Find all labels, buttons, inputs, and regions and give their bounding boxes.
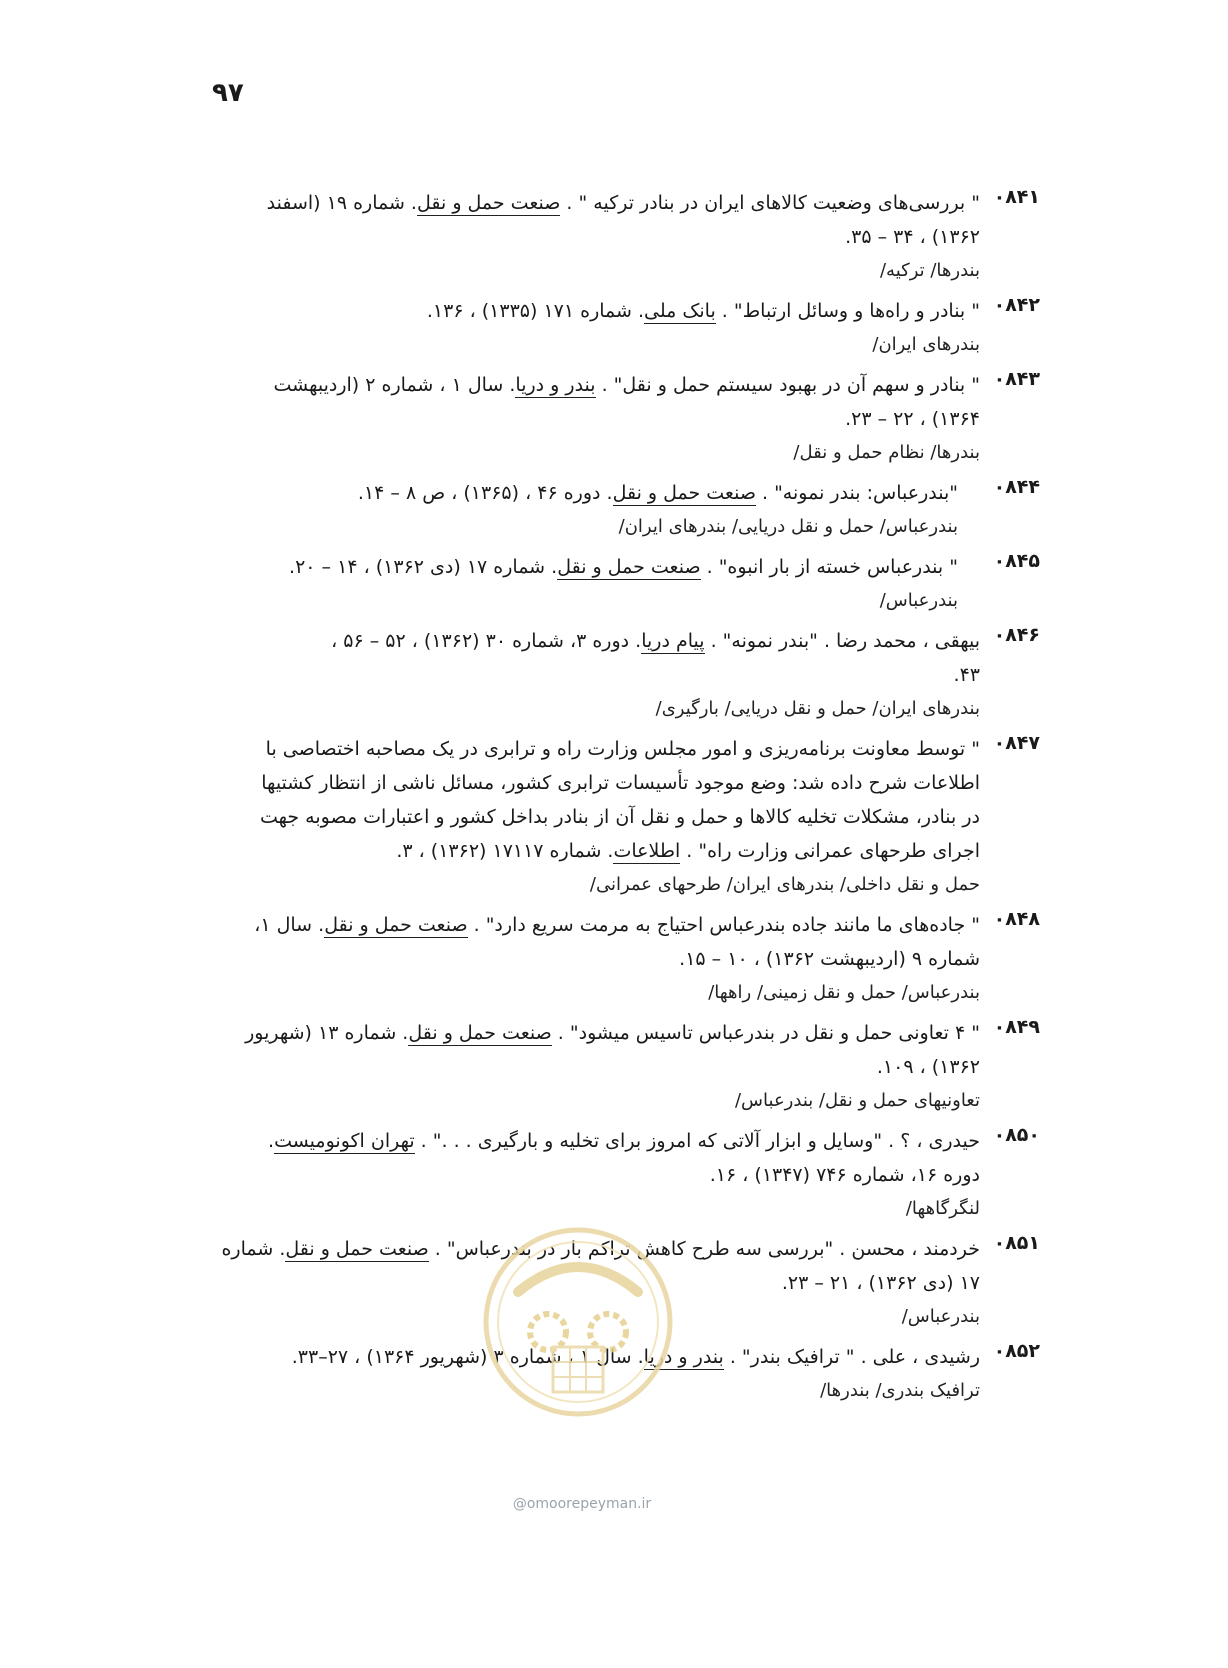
entry-citation-line: ۱۳۶۴) ، ۲۲ – ۲۳.	[845, 408, 980, 430]
bibliography-entry	[200, 550, 1040, 618]
entry-title: " بنادر و راه‌ها و وسائل ارتباط" .	[715, 300, 980, 322]
entry-issue: . شماره ۱۷۱ (۱۳۳۵) ، ۱۳۶.	[426, 300, 645, 322]
entry-citation-line	[200, 550, 958, 584]
entry-number: ۰۸۴۷	[993, 732, 1040, 754]
entry-citation-line	[200, 476, 958, 510]
entry-subjects: بندرهای ایران/ حمل و نقل دریایی/ بارگیری/	[655, 698, 980, 719]
entry-citation-line: دوره ۱۶، شماره ۷۴۶ (۱۳۴۷) ، ۱۶.	[709, 1164, 980, 1186]
entry-title: " جاده‌های ما مانند جاده بندرعباس احتیاج به مرمت سریع دارد" .	[467, 914, 980, 936]
entry-issue: . شماره ۱۳ (شهریور	[245, 1022, 409, 1044]
entry-number: ۰۸۴۳	[993, 368, 1040, 390]
journal-name: صنعت حمل و نقل	[612, 482, 756, 504]
journal-name: صنعت حمل و نقل	[408, 1022, 552, 1044]
journal-name: پیام دریا	[641, 630, 705, 652]
entry-citation-line: ۱۳۶۲) ، ۳۴ – ۳۵.	[845, 226, 980, 248]
bibliography-entry	[200, 1124, 1040, 1226]
entry-issue: . سال ۱ ، شماره ۳ (شهریور ۱۳۶۴) ، ۲۷–۳۳.	[291, 1346, 644, 1368]
bibliography-entry	[200, 624, 1040, 726]
watermark-url: @omoorepeyman.ir	[512, 1496, 652, 1512]
watermark-seal-icon	[478, 1222, 678, 1422]
entry-number: ۰۸۵۱	[993, 1232, 1040, 1254]
entry-subjects: لنگرگاهها/	[905, 1198, 980, 1219]
entry-subjects: تعاونیهای حمل و نقل/ بندرعباس/	[734, 1090, 980, 1111]
entry-subjects: بندرعباس/	[879, 590, 958, 611]
entry-citation-line: " توسط معاونت برنامه‌ریزی و امور مجلس وزارت راه و ترابری در یک مصاحبه اختصاصی با	[265, 738, 980, 760]
entry-title: حیدری ، ؟ . "وسایل و ابزار آلاتی که امروز برای تخلیه و بارگیری . . ." .	[414, 1130, 980, 1152]
bibliography-entry	[200, 368, 1040, 470]
entry-title: " بنادر و سهم آن در بهبود سیستم حمل و نقل" .	[595, 374, 980, 396]
entry-title: "بندرعباس: بندر نمونه" .	[755, 482, 958, 504]
bibliography-entry	[200, 476, 1040, 544]
journal-name: بانک ملی	[644, 300, 716, 322]
entry-citation-line: اطلاعات شرح داده شد: وضع موجود تأسیسات ترابری کشور، مسائل ناشی از انتظار کشتیها	[261, 772, 980, 794]
bibliography-entry	[200, 1016, 1040, 1118]
journal-name: بندر و دریا	[515, 374, 596, 396]
entry-citation-line: شماره ۹ (اردیبهشت ۱۳۶۲) ، ۱۰ – ۱۵.	[679, 948, 980, 970]
entry-number: ۰۸۴۵	[993, 550, 1040, 572]
bibliography-entry	[200, 908, 1040, 1010]
entry-subjects: ترافیک بندری/ بندرها/	[820, 1380, 980, 1401]
entry-title: اجرای طرحهای عمرانی وزارت راه" .	[680, 840, 980, 862]
entry-subjects: بندرهای ایران/	[872, 334, 980, 355]
entry-number: ۰۸۴۸	[993, 908, 1040, 930]
entry-title: خردمند ، محسن . "بررسی سه طرح کاهش تراکم بار در بندرعباس" .	[428, 1238, 980, 1260]
entry-issue: . شماره ۱۷۱۱۷ (۱۳۶۲) ، ۳.	[396, 840, 614, 862]
entry-subjects: بندرعباس/	[901, 1306, 980, 1327]
entry-citation-line	[200, 294, 980, 328]
entry-citation-line: ۴۳.	[953, 664, 980, 686]
journal-name: صنعت حمل و نقل	[557, 556, 701, 578]
entry-subjects: بندرها/ نظام حمل و نقل/	[793, 442, 980, 463]
entry-issue: . شماره	[221, 1238, 286, 1260]
bibliography-entry	[200, 294, 1040, 362]
entry-citation-line: در بنادر، مشکلات تخلیه کالاها و حمل و نقل آن از بنادر بداخل کشور و اعتبارات مصوبه جهت	[259, 806, 980, 828]
journal-name: تهران اکونومیست	[274, 1130, 415, 1152]
entry-subjects: بندرها/ ترکیه/	[879, 260, 980, 281]
entry-citation-line: ۱۷ (دی ۱۳۶۲) ، ۲۱ – ۲۳.	[781, 1272, 980, 1294]
entry-subjects: بندرعباس/ حمل و نقل زمینی/ راهها/	[708, 982, 980, 1003]
page-number: ۹۷	[212, 78, 244, 108]
entry-title: رشیدی ، علی . " ترافیک بندر" .	[723, 1346, 980, 1368]
journal-name: صنعت حمل و نقل	[416, 192, 561, 214]
entry-number: ۰۸۵۲	[993, 1340, 1040, 1362]
entry-citation-line: ۱۳۶۲) ، ۱۰۹.	[876, 1056, 980, 1078]
journal-name: صنعت حمل و نقل	[324, 914, 468, 936]
entry-title: بیهقی ، محمد رضا . "بندر نمونه" .	[704, 630, 980, 652]
entry-issue: . سال ۱ ، شماره ۲ (اردیبهشت	[273, 374, 516, 396]
entry-citation-line	[200, 624, 980, 658]
bibliography-entry	[200, 186, 1040, 288]
entry-issue: . دوره ۳، شماره ۳۰ (۱۳۶۲) ، ۵۲ – ۵۶ ،	[331, 630, 642, 652]
entry-citation-line	[200, 908, 980, 942]
entry-citation-line	[200, 186, 980, 220]
entry-citation-line	[200, 1124, 980, 1158]
entry-subjects: حمل و نقل داخلی/ بندرهای ایران/ طرحهای عمرانی/	[589, 874, 980, 895]
entry-issue: . سال ۱،	[254, 914, 325, 936]
entry-title: " بررسی‌های وضعیت کالاهای ایران در بنادر ترکیه " .	[560, 192, 980, 214]
entry-number: ۰۸۴۴	[993, 476, 1040, 498]
entry-title: " بندرعباس خسته از بار انبوه" .	[700, 556, 958, 578]
journal-name: اطلاعات	[613, 840, 681, 862]
entry-number: ۰۸۴۹	[993, 1016, 1040, 1038]
entry-issue: . شماره ۱۷ (دی ۱۳۶۲) ، ۱۴ – ۲۰.	[289, 556, 558, 578]
entry-title: " ۴ تعاونی حمل و نقل در بندرعباس تاسیس میشود" .	[551, 1022, 980, 1044]
entry-issue: . شماره ۱۹ (اسفند	[266, 192, 417, 214]
entry-number: ۰۸۴۶	[993, 624, 1040, 646]
entry-citation-line	[200, 834, 980, 868]
journal-name: صنعت حمل و نقل	[285, 1238, 429, 1260]
entry-citation-line	[200, 1016, 980, 1050]
bibliography-entry	[200, 732, 1040, 902]
entry-number: ۰۸۴۱	[993, 186, 1040, 208]
entry-number: ۰۸۵۰	[993, 1124, 1040, 1146]
watermark-url-text: omoorepeyman.ir	[526, 1496, 652, 1512]
entry-issue: . دوره ۴۶ ، (۱۳۶۵) ، ص ۸ – ۱۴.	[357, 482, 613, 504]
entry-number: ۰۸۴۲	[993, 294, 1040, 316]
entry-subjects: بندرعباس/ حمل و نقل دریایی/ بندرهای ایران/	[618, 516, 958, 537]
journal-name: بندر و دریا	[643, 1346, 724, 1368]
entry-citation-line	[200, 368, 980, 402]
entry-issue: .	[268, 1130, 275, 1152]
